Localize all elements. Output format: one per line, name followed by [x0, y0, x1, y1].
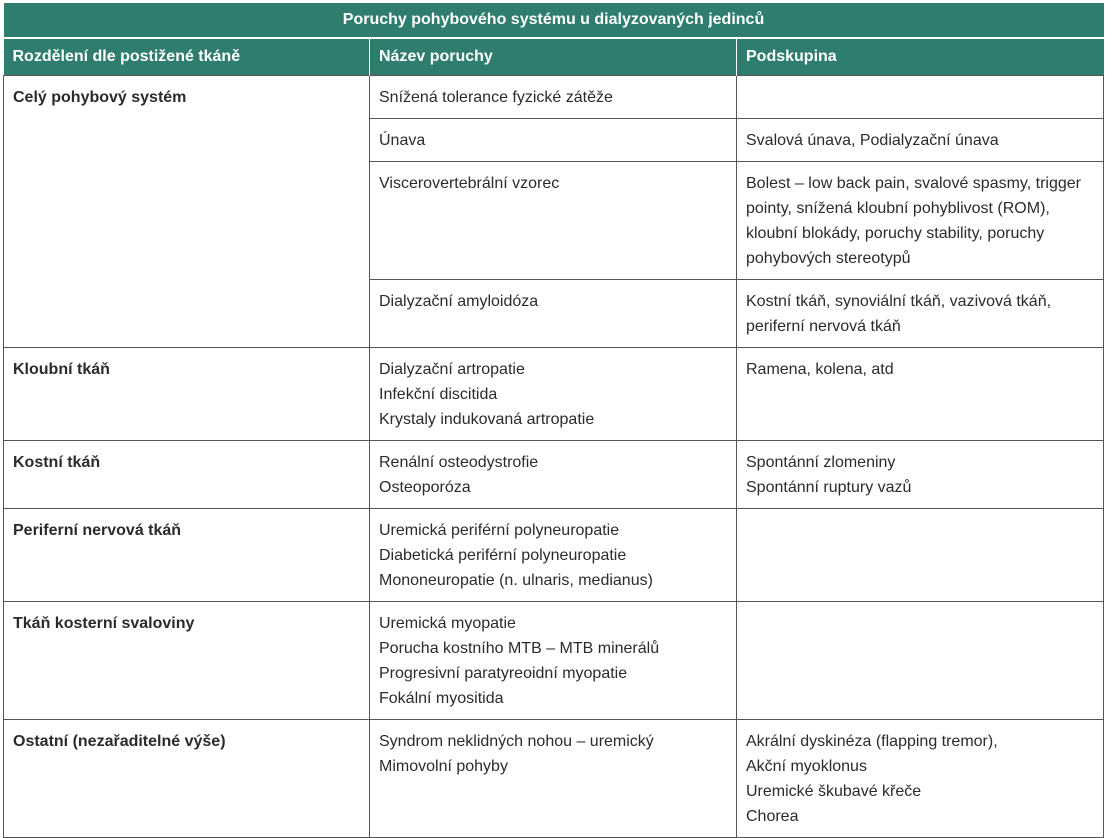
category-cell: Ostatní (nezařaditelné výše)	[4, 720, 370, 838]
category-cell: Kloubní tkáň	[4, 348, 370, 441]
disorder-cell: Renální osteodystrofie Osteoporóza	[370, 441, 737, 509]
table-row	[4, 76, 1104, 119]
disorder-cell: Únava	[370, 119, 737, 162]
category-cell: Tkáň kosterní svaloviny	[4, 602, 370, 720]
subgroup-cell: Ramena, kolena, atd	[737, 348, 1104, 441]
table-row	[4, 720, 1104, 838]
disorder-cell: Uremická myopatie Porucha kostního MTB – MTB minerálů Progresivní paratyreoidní myopatie Fokální myositida	[370, 602, 737, 720]
table-row	[4, 348, 1104, 441]
category-cell: Kostní tkáň	[4, 441, 370, 509]
disorder-cell: Uremická periférní polyneuropatie Diabetická periférní polyneuropatie Mononeuropatie (n. ulnaris, medianus)	[370, 509, 737, 602]
title-row	[4, 3, 1104, 38]
subgroup-cell	[737, 76, 1104, 119]
category-cell: Periferní nervová tkáň	[4, 509, 370, 602]
category-cell: Celý pohybový systém	[4, 76, 370, 348]
column-header-subgroup: Podskupina	[737, 38, 1104, 76]
subgroup-cell	[737, 602, 1104, 720]
disorder-cell: Viscerovertebrální vzorec	[370, 162, 737, 280]
disorder-cell: Syndrom neklidných nohou – uremický Mimovolní pohyby	[370, 720, 737, 838]
table-row	[4, 441, 1104, 509]
subgroup-cell	[737, 509, 1104, 602]
table-row	[4, 509, 1104, 602]
column-header-disorder: Název poruchy	[370, 38, 737, 76]
disorder-cell: Dialyzační artropatie Infekční discitida Krystaly indukovaná artropatie	[370, 348, 737, 441]
column-header-tissue: Rozdělení dle postižené tkáně	[4, 38, 370, 76]
subgroup-cell: Bolest – low back pain, svalové spasmy, trigger pointy, snížená kloubní pohyblivost (ROM), kloubní blokády, poruchy stability, poruchy pohybových stereotypů	[737, 162, 1104, 280]
subgroup-cell: Akrální dyskinéza (flapping tremor), Akční myoklonus Uremické škubavé křeče Chorea	[737, 720, 1104, 838]
disorder-cell: Dialyzační amyloidóza	[370, 280, 737, 348]
header-row	[4, 38, 1104, 76]
subgroup-cell: Kostní tkáň, synoviální tkáň, vazivová tkáň, periferní nervová tkáň	[737, 280, 1104, 348]
disorder-cell: Snížená tolerance fyzické zátěže	[370, 76, 737, 119]
disorders-table	[3, 3, 1104, 838]
subgroup-cell: Svalová únava, Podialyzační únava	[737, 119, 1104, 162]
table-row	[4, 602, 1104, 720]
table-container	[3, 3, 1103, 838]
subgroup-cell: Spontánní zlomeniny Spontánní ruptury vazů	[737, 441, 1104, 509]
table-title: Poruchy pohybového systému u dialyzovaných jedinců	[4, 3, 1104, 38]
